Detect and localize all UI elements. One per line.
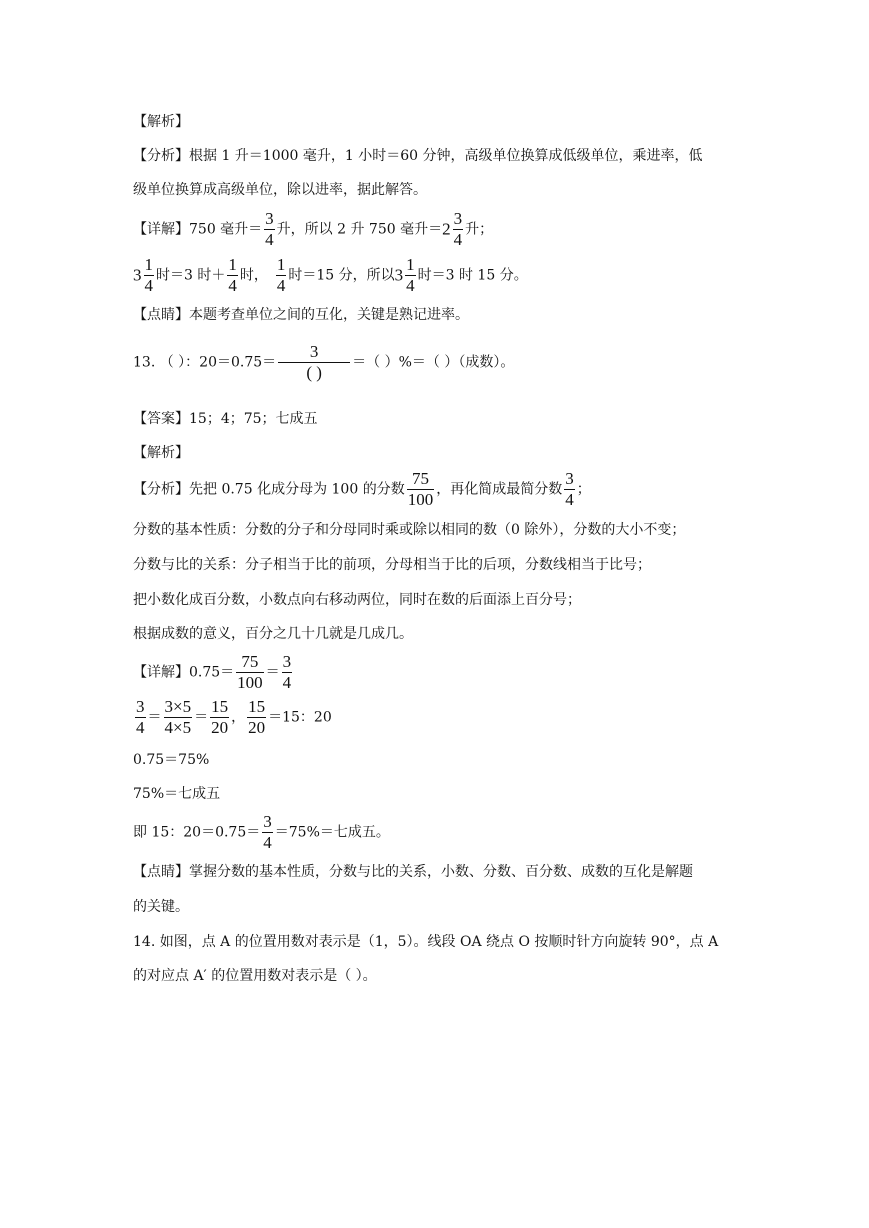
detail-13-c: 0.75＝75% <box>133 752 210 768</box>
fraction-3x5-4x5: $\frac{3\times 5}{4\times 5}$ <box>164 697 192 737</box>
fraction-1-4: $\frac{1}{4}$ <box>228 255 237 295</box>
jiexi-label-13: 【解析】 <box>133 445 189 461</box>
jiexi-label-12: 【解析】 <box>133 114 189 130</box>
detail-end: 升； <box>465 221 494 238</box>
detail-prefix: 【详解】0.75＝ <box>133 664 235 681</box>
question-14-b: 的对应点 A′ 的位置用数对表示是（ ）。 <box>133 968 377 984</box>
mixed-whole: 2 <box>442 219 451 239</box>
answer-13: 【答案】15；4；75；七成五 <box>133 411 318 427</box>
key-point-12: 【点睛】本题考查单位之间的互化，关键是熟记进率。 <box>133 307 469 323</box>
equals: ＝ <box>147 709 162 726</box>
detail-prefix: 即 15：20＝0.75＝ <box>133 824 261 841</box>
detail-line-12-a <box>133 210 493 249</box>
question-13-prefix: 13. （ ）：20＝0.75＝ <box>133 354 277 371</box>
detail-13-e <box>133 813 390 852</box>
fraction-3-4: $\frac{3}{4}$ <box>565 469 574 509</box>
fraction-3-4: $\frac{3}{4}$ <box>265 209 274 249</box>
fraction-1-4: $\frac{1}{4}$ <box>144 255 153 295</box>
property-text-4: 根据成数的意义，百分之几十几就是几成几。 <box>133 626 413 642</box>
fraction-3-4: $\frac{3}{4}$ <box>263 812 272 852</box>
analysis-prefix: 【分析】先把 0.75 化成分母为 100 的分数 <box>133 481 405 498</box>
question-13 <box>133 343 514 382</box>
mixed-whole: 3 <box>394 265 404 285</box>
detail-13-a <box>133 653 294 692</box>
fraction-1-4: $\frac{1}{4}$ <box>276 255 286 295</box>
analysis-13 <box>133 470 591 509</box>
fraction-1-4: $\frac{1}{4}$ <box>406 255 415 295</box>
fraction-blank: 3 ( ) <box>278 343 350 382</box>
fraction-15-20: $\frac{15}{20}$ <box>248 697 266 737</box>
analysis-end: ； <box>576 481 591 498</box>
fraction-3-4: $\frac{3}{4}$ <box>282 652 292 692</box>
detail-line-12-b <box>133 256 528 295</box>
text: 时＝15 分，所以 <box>288 267 395 284</box>
analysis-text-12-a: 【分析】根据 1 升＝1000 毫升，1 小时＝60 分钟，高级单位换算成低级单位，乘进率，低 <box>133 148 703 164</box>
comma: ， <box>231 709 246 726</box>
detail-13-d: 75%＝七成五 <box>133 786 221 802</box>
detail-mid: 升，所以 2 升 750 毫升＝ <box>276 221 443 238</box>
text: 时， <box>239 267 268 284</box>
detail-end: ＝75%＝七成五。 <box>274 824 390 841</box>
equals: ＝ <box>265 664 280 681</box>
ratio-text: ＝15：20 <box>268 709 332 726</box>
fraction-3-4: $\frac{3}{4}$ <box>453 209 463 249</box>
mixed-whole: 3 <box>133 265 142 285</box>
fraction-75-100: $\frac{75}{100}$ <box>407 469 434 509</box>
analysis-text-12-b: 级单位换算成高级单位，除以进率，据此解答。 <box>133 182 427 198</box>
equals: ＝ <box>194 709 209 726</box>
text: 时＝3 时 15 分。 <box>417 267 528 284</box>
detail-prefix: 【详解】750 毫升＝ <box>133 221 263 238</box>
fraction-15-20: $\frac{15}{20}$ <box>211 697 229 737</box>
question-14-a: 14. 如图，点 A 的位置用数对表示是（1，5）。线段 OA 绕点 O 按顺时针方向旋转 90°，点 A <box>133 934 719 950</box>
key-point-13-a: 【点睛】掌握分数的基本性质，分数与比的关系，小数、分数、百分数、成数的互化是解题 <box>133 864 693 880</box>
fraction-3-4: $\frac{3}{4}$ <box>136 697 145 737</box>
property-text-3: 把小数化成百分数，小数点向右移动两位，同时在数的后面添上百分号； <box>133 592 581 608</box>
fraction-75-100: $\frac{75}{100}$ <box>237 652 263 692</box>
question-13-suffix: ＝（ ）%＝（ ）（成数）。 <box>352 354 515 371</box>
property-text-1: 分数的基本性质：分数的分子和分母同时乘或除以相同的数（0 除外），分数的大小不变； <box>133 522 686 538</box>
analysis-mid: ，再化简成最简分数 <box>436 481 563 498</box>
property-text-2: 分数与比的关系：分子相当于比的前项，分母相当于比的后项，分数线相当于比号； <box>133 557 651 573</box>
detail-13-b <box>133 698 332 737</box>
key-point-13-b: 的关键。 <box>133 899 189 915</box>
text: 时＝3 时＋ <box>156 267 226 284</box>
